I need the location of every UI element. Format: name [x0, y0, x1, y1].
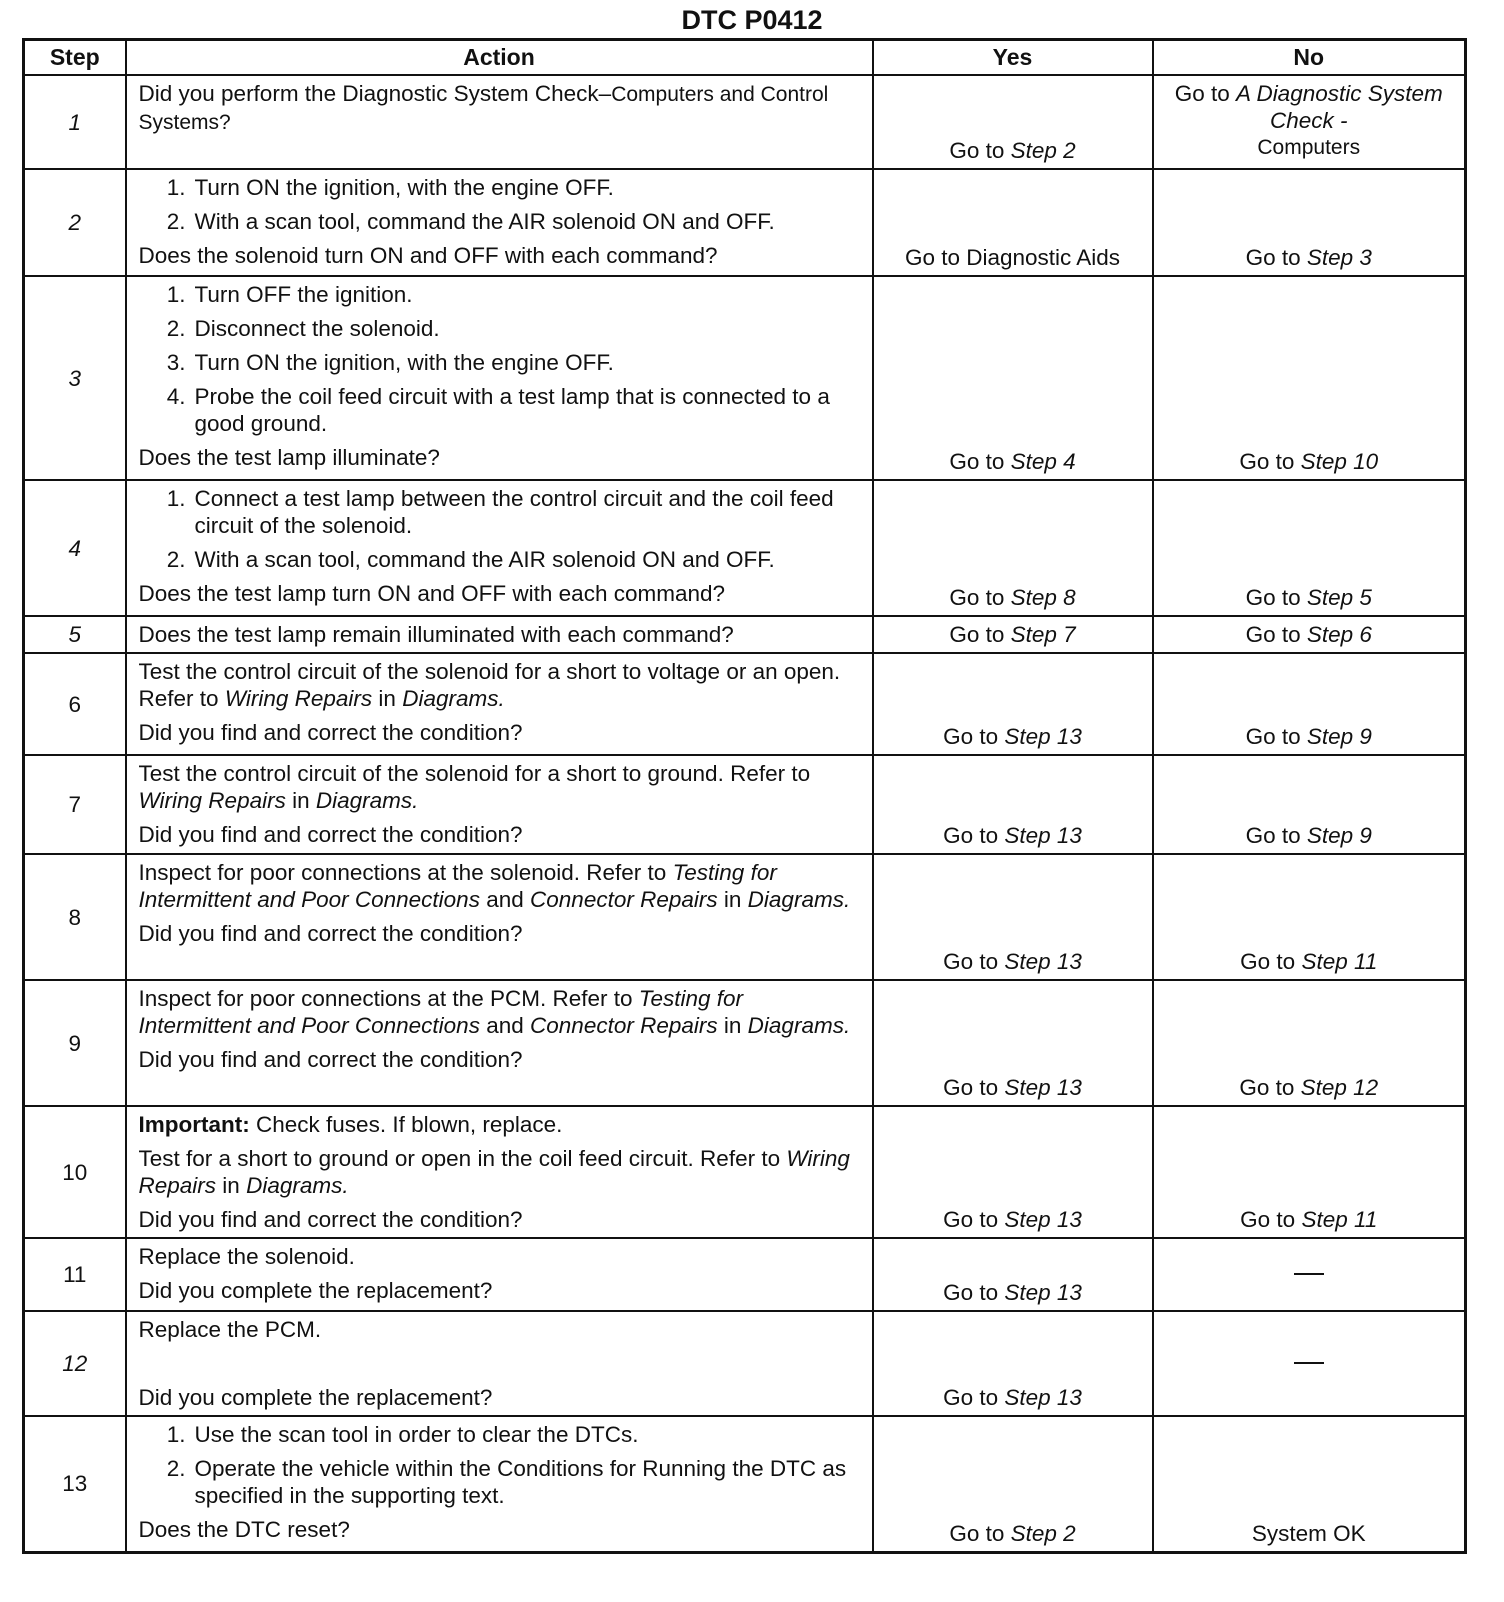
important-text: Check fuses. If blown, replace. — [256, 1112, 563, 1137]
step-reference: Step 9 — [1306, 823, 1372, 848]
yes-cell — [873, 1416, 1153, 1552]
step-number: 5 — [24, 616, 126, 653]
action-cell: 1. Turn ON the ignition, with the engine OFF. 2. With a scan tool, command the AIR solenoid ON and OFF. Does the solenoid turn ON and OFF with each command? — [126, 169, 873, 276]
step-reference: Step 7 — [1010, 622, 1076, 647]
step-number: 7 — [24, 755, 126, 854]
table-row — [24, 276, 1466, 480]
action-cell — [126, 616, 873, 653]
step-reference: Step 13 — [1004, 1075, 1082, 1100]
action-cell — [126, 755, 873, 854]
numbered-item: Turn ON the ignition, with the engine OFF. — [194, 175, 614, 200]
connector-word: in — [292, 788, 310, 813]
table-row — [24, 755, 1466, 854]
numbered-item: Connect a test lamp between the control circuit and the coil feed circuit of the solenoid. — [194, 486, 834, 538]
step-reference: Step 13 — [1004, 1280, 1082, 1305]
reference-link: Wiring Repairs — [224, 686, 373, 711]
table-row — [24, 980, 1466, 1106]
question-text: Did you find and correct the condition? — [138, 720, 523, 745]
table-row — [24, 1311, 1466, 1416]
table-row — [24, 1106, 1466, 1238]
header-step: Step — [24, 40, 126, 76]
action-text: Test the control circuit of the solenoid for a short to voltage or an open. Refer to — [138, 659, 841, 711]
go-to-label: Go to — [1245, 585, 1301, 610]
go-to-label: Go to — [949, 138, 1005, 163]
yes-cell — [873, 980, 1153, 1106]
reference-link: Diagrams. — [246, 1173, 349, 1198]
action-cell: 1. Connect a test lamp between the control circuit and the coil feed circuit of the solenoid. 2. With a scan tool, command the AIR solenoid ON and OFF. Does the test lamp turn ON and OFF with each command? — [126, 480, 873, 616]
yes-cell — [873, 75, 1153, 169]
numbered-item: Turn ON the ignition, with the engine OFF. — [194, 350, 614, 375]
reference-link: Connector Repairs — [530, 1013, 718, 1038]
step-reference: Step 11 — [1301, 949, 1378, 974]
numbered-item: With a scan tool, command the AIR solenoid ON and OFF. — [194, 547, 775, 572]
action-text: Replace the PCM. — [138, 1317, 322, 1342]
connector-word: in — [723, 887, 742, 912]
action-cell — [126, 1238, 873, 1311]
step-number: 12 — [24, 1311, 126, 1416]
step-number: 8 — [24, 854, 126, 980]
no-cell — [1153, 169, 1466, 276]
no-cell — [1153, 1311, 1466, 1416]
step-number: 4 — [24, 480, 126, 616]
step-number: 9 — [24, 980, 126, 1106]
reference-link: Wiring Repairs — [138, 788, 286, 813]
yes-cell — [873, 616, 1153, 653]
no-cell: System OK — [1153, 1416, 1466, 1552]
step-reference: Step 13 — [1004, 949, 1082, 974]
go-to-label: Go to — [1245, 724, 1301, 749]
go-to-label: Go to — [943, 724, 999, 749]
action-cell — [126, 1106, 873, 1238]
go-to-label: Go to — [943, 1280, 999, 1305]
reference-link: Wiring Repairs — [138, 1146, 850, 1198]
reference-link: Testing for Intermittent and Poor Connections — [138, 860, 777, 912]
step-number: 13 — [24, 1416, 126, 1552]
action-text: Inspect for poor connections at the PCM. Refer to — [138, 986, 633, 1011]
no-cell — [1153, 480, 1466, 616]
go-to-label: Go to — [949, 449, 1005, 474]
connector-word: in — [222, 1173, 240, 1198]
header-no: No — [1153, 40, 1466, 76]
question-text: Did you complete the replacement? — [138, 1278, 493, 1303]
connector-word: in — [723, 1013, 742, 1038]
go-to-label: Go to — [943, 949, 999, 974]
question-text: Does the DTC reset? — [138, 1517, 350, 1542]
no-cell — [1153, 616, 1466, 653]
no-cell — [1153, 980, 1466, 1106]
step-number: 6 — [24, 653, 126, 755]
action-cell — [126, 653, 873, 755]
table-row — [24, 854, 1466, 980]
go-to-label: Go to — [1239, 1075, 1295, 1100]
action-cell: 1. Turn OFF the ignition. 2. Disconnect the solenoid. 3. Turn ON the ignition, with the engine OFF. 4. Probe the coil feed circuit with a test lamp that is connected to a good ground. Does the test lamp illuminate? — [126, 276, 873, 480]
question-text: Did you complete the replacement? — [138, 1385, 493, 1410]
go-to-label: Go to — [1240, 1207, 1296, 1232]
go-to-label: Go to — [943, 823, 999, 848]
no-cell — [1153, 1238, 1466, 1311]
action-text: Did you perform the Diagnostic System Check– — [138, 81, 612, 106]
step-reference: Step 11 — [1301, 1207, 1378, 1232]
table-row — [24, 616, 1466, 653]
yes-cell — [873, 854, 1153, 980]
step-number: 2 — [24, 169, 126, 276]
yes-cell: Go to Diagnostic Aids — [873, 169, 1153, 276]
numbered-item: Operate the vehicle within the Conditions for Running the DTC as specified in the supporting text. — [194, 1456, 847, 1508]
yes-cell — [873, 1311, 1153, 1416]
step-reference: Step 13 — [1004, 823, 1082, 848]
question-text: Did you find and correct the condition? — [138, 1207, 523, 1232]
step-number: 11 — [24, 1238, 126, 1311]
action-text: Test the control circuit of the solenoid for a short to ground. Refer to — [138, 761, 811, 786]
no-cell — [1153, 75, 1466, 169]
step-reference: Step 2 — [1010, 1520, 1076, 1546]
step-reference: Step 6 — [1306, 622, 1372, 647]
step-reference: Step 8 — [1010, 585, 1076, 610]
table-row — [24, 1416, 1466, 1552]
header-action: Action — [126, 40, 873, 76]
header-row — [24, 40, 1466, 76]
step-reference: Step 13 — [1004, 724, 1082, 749]
action-text: Test for a short to ground or open in the coil feed circuit. Refer to — [138, 1146, 781, 1171]
step-reference: Step 9 — [1306, 724, 1372, 749]
step-reference: Step 10 — [1300, 449, 1379, 474]
question-text: Does the test lamp illuminate? — [138, 445, 440, 470]
connector-word: and — [486, 1013, 524, 1038]
table-row — [24, 1238, 1466, 1311]
connector-word: and — [486, 887, 524, 912]
question-text: Did you find and correct the condition? — [138, 822, 523, 847]
table-row — [24, 169, 1466, 276]
go-to-label: Go to — [949, 1520, 1005, 1546]
step-reference: Step 3 — [1306, 245, 1372, 270]
action-cell: 1. Use the scan tool in order to clear the DTCs. 2. Operate the vehicle within the Conditions for Running the DTC as specified in the supporting text. Does the DTC reset? — [126, 1416, 873, 1552]
go-to-label: Go to — [1245, 622, 1301, 647]
go-to-label: Go to — [949, 585, 1005, 610]
question-text: Did you find and correct the condition? — [138, 1047, 523, 1072]
dash-mark — [1294, 1362, 1324, 1364]
yes-cell — [873, 480, 1153, 616]
action-cell — [126, 854, 873, 980]
numbered-item: With a scan tool, command the AIR solenoid ON and OFF. — [194, 209, 775, 234]
table-row — [24, 653, 1466, 755]
table-row — [24, 75, 1466, 169]
step-number: 10 — [24, 1106, 126, 1238]
yes-cell — [873, 276, 1153, 480]
no-cell — [1153, 854, 1466, 980]
numbered-item: Turn OFF the ignition. — [194, 282, 413, 307]
go-to-label: Go to — [1245, 245, 1301, 270]
step-reference: Step 2 — [1010, 138, 1076, 163]
go-to-label: Go to — [1174, 81, 1230, 106]
numbered-item: Probe the coil feed circuit with a test lamp that is connected to a good ground. — [194, 384, 830, 436]
reference-link: Testing for Intermittent and Poor Connections — [138, 986, 744, 1038]
reference-link: Diagrams. — [315, 788, 419, 813]
no-cell — [1153, 1106, 1466, 1238]
reference-link: Connector Repairs — [530, 887, 718, 912]
question-text: Does the test lamp remain illuminated with each command? — [138, 622, 734, 647]
no-cell — [1153, 276, 1466, 480]
step-reference: Step 5 — [1306, 585, 1372, 610]
step-number: 3 — [24, 276, 126, 480]
step-reference: Step 13 — [1004, 1207, 1082, 1232]
yes-cell — [873, 653, 1153, 755]
action-text: Inspect for poor connections at the solenoid. Refer to — [138, 860, 667, 885]
action-text: Replace the solenoid. — [138, 1244, 355, 1269]
no-cell — [1153, 755, 1466, 854]
go-to-label: Go to — [943, 1207, 999, 1232]
yes-cell — [873, 1106, 1153, 1238]
reference-link: Diagrams. — [747, 887, 851, 912]
go-to-label: Go to — [943, 1075, 999, 1100]
step-reference: Step 12 — [1300, 1075, 1379, 1100]
important-label: Important: — [138, 1112, 250, 1137]
page-title: DTC P0412 — [681, 5, 823, 35]
header-yes: Yes — [873, 40, 1153, 76]
table-row — [24, 480, 1466, 616]
numbered-item: Use the scan tool in order to clear the DTCs. — [194, 1422, 639, 1447]
connector-word: in — [378, 686, 396, 711]
step-reference: Step 4 — [1010, 449, 1076, 474]
action-cell — [126, 980, 873, 1106]
go-to-label: Go to — [1239, 449, 1295, 474]
step-number: 1 — [24, 75, 126, 169]
procedure-reference: A Diagnostic System Check - — [1236, 81, 1443, 133]
question-text: Does the solenoid turn ON and OFF with each command? — [138, 243, 718, 268]
go-to-label: Go to — [943, 1385, 999, 1410]
procedure-reference-plain: Computers — [1257, 136, 1361, 159]
yes-cell — [873, 755, 1153, 854]
action-cell — [126, 75, 873, 169]
diagnostic-table — [22, 38, 1467, 1554]
reference-link: Diagrams. — [402, 686, 505, 711]
step-reference: Step 13 — [1004, 1385, 1082, 1410]
no-cell — [1153, 653, 1466, 755]
go-to-label: Go to — [1240, 949, 1296, 974]
yes-cell — [873, 1238, 1153, 1311]
reference-link: Diagrams. — [747, 1013, 851, 1038]
action-cell — [126, 1311, 873, 1416]
numbered-item: Disconnect the solenoid. — [194, 316, 440, 341]
dash-mark — [1294, 1273, 1324, 1275]
question-text: Does the test lamp turn ON and OFF with each command? — [138, 581, 726, 606]
go-to-label: Go to — [1245, 823, 1301, 848]
go-to-label: Go to — [949, 622, 1005, 647]
action-text-small: Computers and Control Systems? — [138, 83, 829, 134]
question-text: Did you find and correct the condition? — [138, 921, 523, 946]
